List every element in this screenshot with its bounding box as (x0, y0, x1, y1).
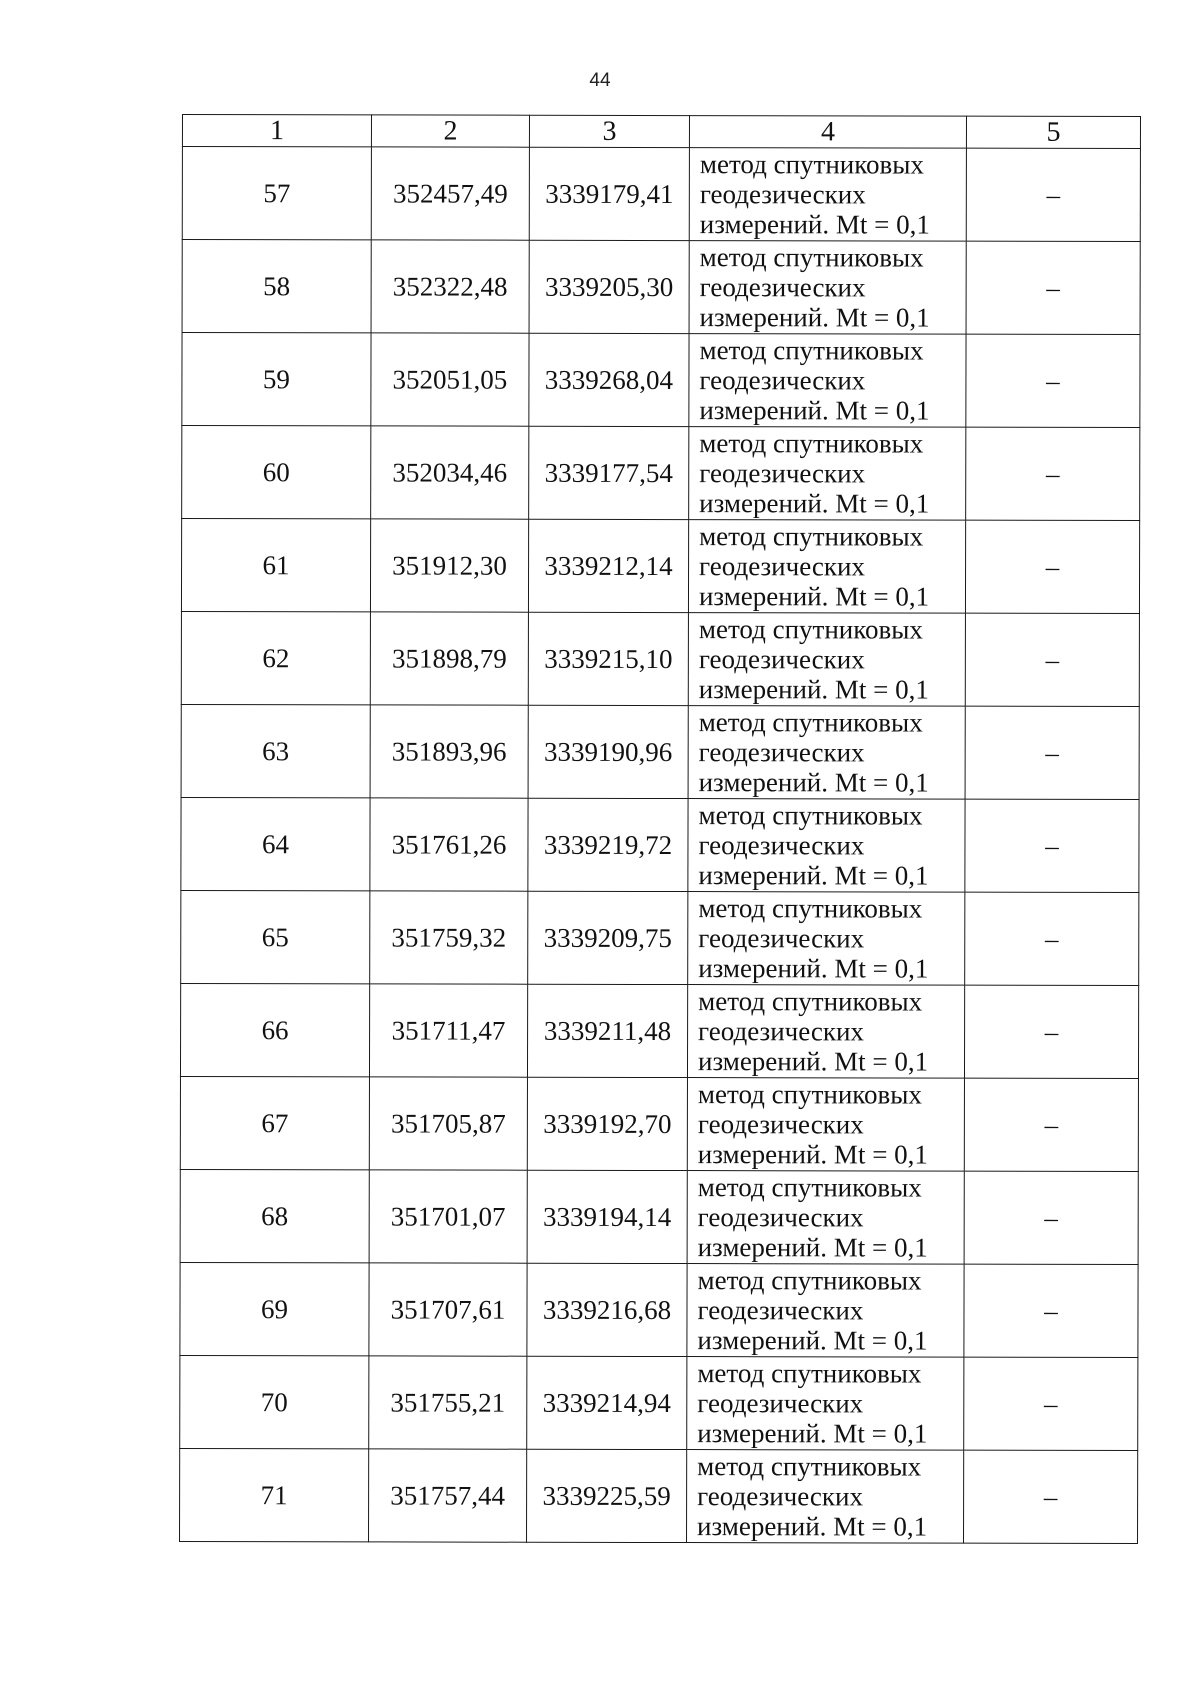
method-text-line-2: геодезических (697, 1109, 864, 1140)
y-coordinate-cell: 3339219,72 (528, 798, 688, 891)
y-coordinate-cell: 3339192,70 (527, 1077, 687, 1170)
y-coordinate-cell: 3339215,10 (528, 612, 688, 705)
method-text-line-2: геодезических (697, 1481, 864, 1512)
method-text-line-2: геодезических (697, 1295, 864, 1326)
y-coordinate-cell: 3339177,54 (529, 426, 689, 519)
table-row (181, 797, 1139, 892)
method-text-line-2: геодезических (698, 737, 865, 768)
method-text-line-3: измерений. Mt = 0,1 (699, 395, 930, 426)
point-number-cell: 66 (180, 983, 369, 1076)
method-text-line-2: геодезических (697, 1202, 864, 1233)
method-text-line-3: измерений. Mt = 0,1 (697, 1232, 928, 1263)
page-number: 44 (589, 70, 611, 91)
note-cell: – (965, 613, 1139, 706)
note-cell: – (965, 520, 1139, 613)
method-cell (688, 892, 965, 986)
method-text-line-2: геодезических (698, 644, 865, 675)
point-number-cell: 68 (180, 1169, 369, 1262)
method-cell (689, 148, 966, 242)
method-text-line-2: геодезических (699, 179, 866, 210)
method-cell (688, 706, 965, 800)
method-cell (687, 1450, 964, 1544)
table-row (181, 611, 1139, 706)
method-text-line-1: метод спутниковых (698, 893, 923, 924)
column-header-1: 1 (182, 115, 371, 147)
x-coordinate-cell: 351707,61 (369, 1263, 527, 1356)
method-text-line-3: измерений. Mt = 0,1 (697, 1139, 928, 1170)
method-text-line-3: измерений. Mt = 0,1 (699, 209, 930, 240)
column-header-3: 3 (529, 115, 689, 147)
x-coordinate-cell: 351912,30 (370, 519, 528, 612)
x-coordinate-cell: 352034,46 (371, 426, 529, 519)
method-text-line-1: метод спутниковых (697, 1079, 922, 1110)
method-text-line-3: измерений. Mt = 0,1 (697, 1418, 928, 1449)
method-text-line-3: измерений. Mt = 0,1 (699, 302, 930, 333)
note-cell: – (966, 427, 1140, 520)
y-coordinate-cell: 3339179,41 (529, 147, 689, 240)
note-cell: – (965, 799, 1139, 892)
table-row (180, 1262, 1138, 1357)
method-text-line-3: измерений. Mt = 0,1 (698, 860, 929, 891)
method-text-line-3: измерений. Mt = 0,1 (698, 581, 930, 612)
method-text-line-1: метод спутниковых (697, 1172, 922, 1203)
y-coordinate-cell: 3339225,59 (527, 1449, 687, 1542)
method-text-line-2: геодезических (698, 1016, 865, 1047)
method-text-line-3: измерений. Mt = 0,1 (698, 767, 929, 798)
method-text-line-1: метод спутниковых (699, 428, 924, 459)
method-text-line-3: измерений. Mt = 0,1 (698, 953, 929, 984)
note-cell: – (964, 1357, 1138, 1450)
method-text-line-1: метод спутниковых (698, 986, 923, 1017)
note-cell: – (964, 985, 1138, 1078)
y-coordinate-cell: 3339214,94 (527, 1356, 687, 1449)
method-text-line-2: геодезических (699, 458, 866, 489)
note-cell: – (964, 1078, 1138, 1171)
table-row (181, 519, 1139, 614)
note-cell: – (966, 241, 1140, 334)
x-coordinate-cell: 351711,47 (369, 984, 527, 1077)
column-header-2: 2 (371, 115, 529, 147)
note-cell: – (964, 1264, 1138, 1357)
table-body (180, 147, 1141, 1544)
table-row (180, 1448, 1138, 1543)
note-cell: – (966, 148, 1140, 241)
y-coordinate-cell: 3339268,04 (529, 333, 689, 426)
coordinates-table-container (179, 114, 1140, 1544)
method-text-line-2: геодезических (699, 365, 866, 396)
note-cell: – (966, 334, 1140, 427)
method-text-line-1: метод спутниковых (698, 614, 923, 645)
method-text-line-2: геодезических (699, 551, 865, 582)
method-cell (688, 613, 965, 707)
table-row (182, 240, 1140, 335)
method-text-line-2: геодезических (698, 830, 865, 861)
y-coordinate-cell: 3339190,96 (528, 705, 688, 798)
method-text-line-1: метод спутниковых (697, 1358, 922, 1389)
method-cell (687, 1171, 964, 1265)
table-row (181, 890, 1139, 985)
x-coordinate-cell: 351893,96 (370, 705, 528, 798)
method-cell (689, 334, 966, 428)
note-cell: – (964, 1450, 1138, 1543)
method-cell (689, 241, 966, 335)
note-cell: – (964, 1171, 1138, 1264)
method-cell (688, 799, 965, 893)
x-coordinate-cell: 351759,32 (370, 891, 528, 984)
point-number-cell: 60 (182, 426, 371, 519)
method-cell (687, 985, 964, 1079)
method-text-line-2: геодезических (699, 272, 866, 303)
table-row (182, 147, 1140, 242)
method-text-line-1: метод спутниковых (699, 242, 924, 273)
x-coordinate-cell: 351705,87 (369, 1077, 527, 1170)
method-text-line-2: геодезических (698, 923, 865, 954)
point-number-cell: 69 (180, 1262, 369, 1355)
point-number-cell: 64 (181, 797, 370, 890)
table-row (180, 1169, 1138, 1264)
method-text-line-3: измерений. Mt = 0,1 (697, 1325, 928, 1356)
method-text-line-3: измерений. Mt = 0,1 (697, 1046, 929, 1077)
x-coordinate-cell: 351898,79 (370, 612, 528, 705)
method-text-line-1: метод спутниковых (699, 149, 924, 180)
point-number-cell: 59 (182, 333, 371, 426)
note-cell: – (965, 892, 1139, 985)
x-coordinate-cell: 351757,44 (369, 1449, 527, 1542)
method-cell (687, 1078, 964, 1172)
y-coordinate-cell: 3339212,14 (528, 519, 688, 612)
point-number-cell: 58 (182, 240, 371, 333)
table-row (180, 1355, 1138, 1450)
x-coordinate-cell: 351701,07 (369, 1170, 527, 1263)
method-text-line-1: метод спутниковых (697, 1451, 922, 1482)
y-coordinate-cell: 3339211,48 (527, 984, 687, 1077)
point-number-cell: 61 (181, 519, 370, 612)
method-text-line-3: измерений. Mt = 0,1 (697, 1511, 928, 1542)
y-coordinate-cell: 3339209,75 (528, 891, 688, 984)
x-coordinate-cell: 351761,26 (370, 798, 528, 891)
x-coordinate-cell: 351755,21 (369, 1356, 527, 1449)
x-coordinate-cell: 352457,49 (371, 147, 529, 240)
method-cell (688, 520, 965, 614)
point-number-cell: 67 (180, 1076, 369, 1169)
note-cell: – (965, 706, 1139, 799)
method-cell (689, 427, 966, 521)
y-coordinate-cell: 3339194,14 (527, 1170, 687, 1263)
column-header-4: 4 (689, 116, 966, 149)
method-text-line-1: метод спутниковых (699, 335, 924, 366)
table-row (180, 1076, 1138, 1171)
point-number-cell: 62 (181, 611, 370, 704)
coordinates-table (179, 114, 1141, 1544)
method-cell (687, 1264, 964, 1358)
point-number-cell: 57 (182, 147, 371, 240)
method-text-line-3: измерений. Mt = 0,1 (698, 674, 929, 705)
point-number-cell: 71 (180, 1448, 369, 1541)
point-number-cell: 70 (180, 1355, 369, 1448)
table-row (182, 333, 1140, 428)
method-text-line-1: метод спутниковых (699, 521, 924, 552)
method-text-line-2: геодезических (697, 1388, 864, 1419)
y-coordinate-cell: 3339216,68 (527, 1263, 687, 1356)
method-text-line-1: метод спутниковых (697, 1265, 922, 1296)
point-number-cell: 63 (181, 704, 370, 797)
table-row (180, 983, 1138, 1078)
method-text-line-1: метод спутниковых (698, 707, 923, 738)
x-coordinate-cell: 352051,05 (371, 333, 529, 426)
y-coordinate-cell: 3339205,30 (529, 240, 689, 333)
table-row (181, 704, 1139, 799)
method-text-line-1: метод спутниковых (698, 800, 923, 831)
method-text-line-3: измерений. Mt = 0,1 (699, 488, 930, 519)
method-cell (687, 1357, 964, 1451)
column-header-5: 5 (966, 116, 1140, 148)
point-number-cell: 65 (181, 890, 370, 983)
table-header-row (182, 115, 1140, 149)
x-coordinate-cell: 352322,48 (371, 240, 529, 333)
table-row (182, 426, 1140, 521)
